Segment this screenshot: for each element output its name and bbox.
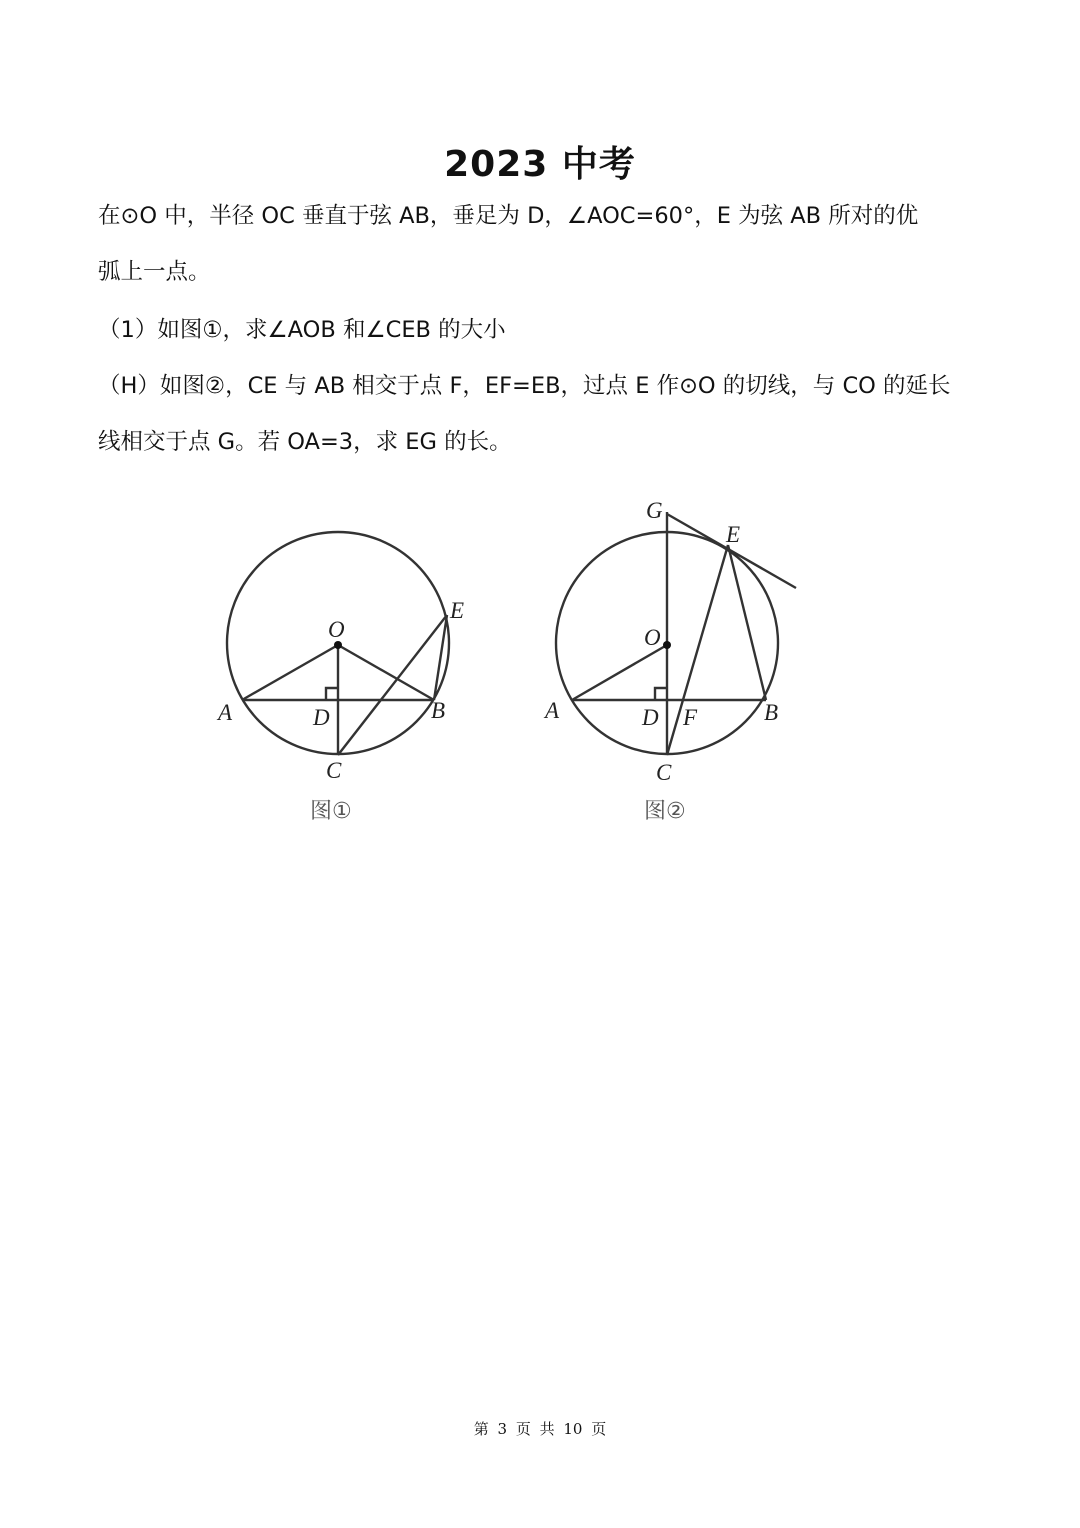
fig2-caption: 图② [644,799,686,824]
problem-line-1: 在⊙O 中，半径 OC 垂直于弦 AB，垂足为 D，∠AOC=60°，E 为弦 AB 所对的优 [98,203,919,229]
fig2-line-ce [667,545,728,755]
problem-line-2: 弧上一点。 [98,259,211,285]
page-footer: 第 3 页 共 10 页 [473,1420,607,1438]
question-2-line-2: 线相交于点 G。若 OA=3，求 EG 的长。 [98,429,512,455]
fig2-label-d: D [642,705,659,730]
fig2-label-a: A [545,698,560,723]
fig2-radius-oa [572,645,667,700]
fig2-label-f: F [683,705,698,730]
page-title: 2023 中考 [444,144,636,185]
fig1-label-b: B [431,698,446,723]
question-1: （1）如图①，求∠AOB 和∠CEB 的大小 [98,317,506,343]
fig2-center-dot [663,641,671,649]
fig2-label-o: O [644,625,661,650]
fig2-label-e: E [726,522,741,547]
fig2-label-g: G [646,498,663,523]
fig1-center-dot [334,641,342,649]
fig1-right-angle-mark [326,688,338,700]
fig2-label-b: B [764,700,779,725]
fig2-label-c: C [656,760,672,785]
fig1-line-ce [338,615,447,755]
fig1-label-a: A [218,700,233,725]
fig1-label-d: D [313,705,330,730]
question-2-line-1: （H）如图②，CE 与 AB 相交于点 F，EF=EB，过点 E 作⊙O 的切线，与 CO 的延长 [98,373,951,399]
fig1-label-c: C [326,758,342,783]
fig1-label-o: O [328,617,345,642]
fig2-right-angle-mark [655,688,667,700]
figure-1 [216,532,464,824]
fig1-label-e: E [450,598,465,623]
fig1-radius-oa [242,645,338,700]
figure-2 [543,498,796,824]
fig1-caption: 图① [310,799,352,824]
geometry-figures [200,490,820,840]
